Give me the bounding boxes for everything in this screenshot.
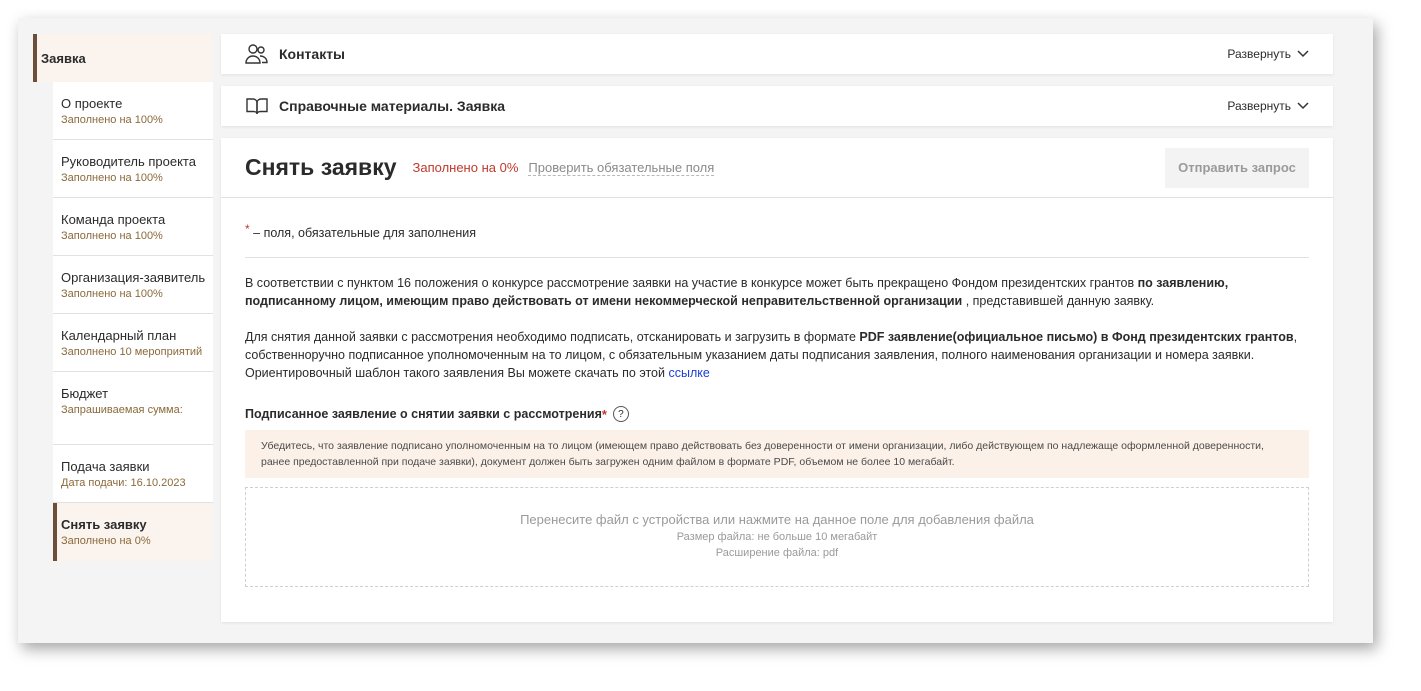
fill-status: Заполнено на 0% xyxy=(412,160,519,175)
sidebar-item-status: Заполнено на 100% xyxy=(61,172,163,184)
chevron-down-icon xyxy=(1297,102,1309,110)
sidebar-item-calendar[interactable] xyxy=(53,314,213,372)
chevron-down-icon xyxy=(1297,50,1309,58)
info-paragraph-2 xyxy=(245,328,1309,382)
sidebar-item-status: Запрашиваемая сумма: xyxy=(61,404,183,416)
sidebar-item-label: Руководитель проекта xyxy=(61,154,196,169)
sidebar-item-label: Бюджет xyxy=(61,386,109,401)
accordion-title: Контакты xyxy=(279,46,346,62)
sidebar-item-budget[interactable] xyxy=(53,372,213,445)
field-label-text: Подписанное заявление о снятии заявки с рассмотрения xyxy=(245,407,602,421)
sidebar-item-status: Заполнено на 0% xyxy=(61,535,151,547)
sidebar-item-status: Заполнено на 100% xyxy=(61,288,163,300)
sidebar-item-label: Команда проекта xyxy=(61,212,166,227)
users-icon xyxy=(245,43,271,65)
sidebar-item-label: Снять заявку xyxy=(61,517,147,532)
upload-warning: Убедитесь, что заявление подписано уполномоченным на то лицом (имеющем право действовать без доверенности от имени организации, либо действующем по надлежаще оформленной доверенности, ранее предоставленной при подаче заявки), документ должен быть загружен одним файлом в формате PDF, объемом не более 10 мегабайт. xyxy=(245,430,1309,478)
accordion-contacts xyxy=(221,34,1333,74)
dropzone-instruction: Перенесите файл с устройства или нажмите на данное поле для добавления файла xyxy=(520,512,1034,527)
para-bold: PDF заявление(официальное письмо) в Фонд президентских грантов xyxy=(859,330,1294,344)
expand-label: Развернуть xyxy=(1227,99,1291,113)
file-dropzone[interactable] xyxy=(245,487,1309,587)
expand-button[interactable] xyxy=(1227,47,1309,61)
send-request-button[interactable]: Отправить запрос xyxy=(1165,148,1309,188)
sidebar-item-label: Организация-заявитель xyxy=(61,270,206,285)
panel-header xyxy=(221,138,1333,198)
para-tail: , собственноручно подписанное уполномоченным на то лицом, с обязательным указанием даты подписания заявления, полного наименования организации и номера заявки. Ориентировочный шаблон такого заявления Вы можете скачать по этой xyxy=(245,330,1298,380)
sidebar-item-label: Подача заявки xyxy=(61,459,150,474)
para-tail: , представившей данную заявку. xyxy=(962,294,1155,308)
para-text: В соответствии с пунктом 16 положения о конкурсе рассмотрение заявки на участие в конкурсе может быть прекращено Фондом президентских грантов xyxy=(245,276,1138,290)
expand-button[interactable] xyxy=(1227,99,1309,113)
required-note xyxy=(245,198,1309,258)
template-download-link[interactable]: ссылке xyxy=(668,366,710,380)
info-paragraph-1 xyxy=(245,274,1309,310)
check-required-link[interactable]: Проверить обязательные поля xyxy=(528,159,715,175)
sidebar-item-submission[interactable] xyxy=(53,445,213,503)
dropzone-size-limit: Размер файла: не больше 10 мегабайт xyxy=(676,531,878,543)
sidebar-list xyxy=(53,82,213,561)
book-icon xyxy=(245,95,271,117)
sidebar-item-label: О проекте xyxy=(61,96,123,111)
required-star: * xyxy=(245,222,250,236)
page-title: Снять заявку xyxy=(245,154,397,180)
dropzone-extension: Расширение файла: pdf xyxy=(715,547,839,559)
help-icon[interactable]: ? xyxy=(613,406,629,422)
sidebar-header-label: Заявка xyxy=(41,50,86,66)
upload-field-label xyxy=(245,406,1309,422)
sidebar-item-status: Дата подачи: 16.10.2023 xyxy=(61,477,186,489)
sidebar-item-label: Календарный план xyxy=(61,328,177,343)
accordion-reference xyxy=(221,86,1333,126)
withdraw-panel xyxy=(221,138,1333,622)
accordion-title: Справочные материалы. Заявка xyxy=(279,98,506,114)
sidebar-header[interactable] xyxy=(33,34,213,82)
sidebar xyxy=(33,34,213,561)
sidebar-item-status: Заполнено на 100% xyxy=(61,114,163,126)
sidebar-item-project-lead[interactable] xyxy=(53,140,213,198)
required-star: * xyxy=(601,406,607,422)
sidebar-item-status: Заполнено на 100% xyxy=(61,230,163,242)
sidebar-item-organization[interactable] xyxy=(53,256,213,314)
sidebar-item-team[interactable] xyxy=(53,198,213,256)
expand-label: Развернуть xyxy=(1227,47,1291,61)
app-window xyxy=(18,18,1373,643)
sidebar-item-withdraw[interactable] xyxy=(53,503,213,561)
sidebar-item-status: Заполнено 10 мероприятий xyxy=(61,346,203,358)
para-text: Для снятия данной заявки с рассмотрения необходимо подписать, отсканировать и загрузить в формате xyxy=(245,330,860,344)
required-note-text: – поля, обязательные для заполнения xyxy=(249,226,477,240)
sidebar-item-about[interactable] xyxy=(53,82,213,140)
para-bold: по заявлению, подписанному лицом, имеющим право действовать от имени некоммерческой неправительственной организации xyxy=(245,276,1229,308)
